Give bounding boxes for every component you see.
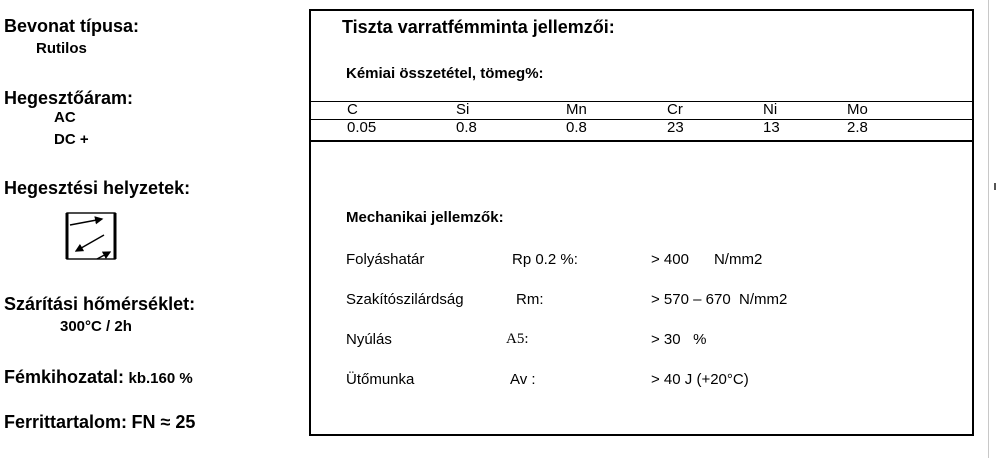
welding-positions-icon [62,207,122,267]
mech-value-elongation: > 30 % [651,331,707,348]
current-dc-plus: DC + [54,131,89,148]
mech-symbol-elongation: A5: [506,331,529,347]
chem-header-mo: Mo [847,101,868,118]
mech-name-yield: Folyáshatár [346,251,425,268]
chem-header-si: Si [456,101,470,118]
chem-header-cr: Cr [667,101,683,118]
weld-metal-properties-panel [309,9,974,436]
mech-symbol-impact: Av : [510,371,536,388]
chem-header-row [311,101,972,119]
resize-handle[interactable] [994,183,996,190]
welding-positions-label: Hegesztési helyzetek: [4,178,191,198]
chem-header-c: C [347,101,358,118]
chem-value-mo: 2.8 [847,119,868,136]
metal-recovery-label: Fémkihozatal: [4,367,125,387]
coating-type-value: Rutilos [36,40,87,57]
mech-value-yield: > 400 N/mm2 [651,251,763,268]
mech-symbol-yield: Rp 0.2 %: [512,251,578,268]
chem-header-ni: Ni [763,101,778,118]
ferrite-content-value: FN ≈ 25 [131,412,196,432]
mech-value-impact: > 40 J (+20°C) [651,371,749,388]
chem-value-c: 0.05 [347,119,377,136]
chem-table-bottom-rule [311,140,972,142]
ferrite-content [4,412,195,433]
ferrite-content-label: Ferrittartalom: [4,412,128,432]
coating-type-label: Bevonat típusa: [4,16,140,36]
metal-recovery-value: kb.160 % [128,370,193,387]
metal-recovery [4,367,193,388]
panel-title: Tiszta varratfémminta jellemzői: [342,17,615,37]
chem-value-mn: 0.8 [566,119,587,136]
mech-name-impact: Ütőmunka [346,371,415,388]
window-edge-divider [988,0,989,458]
mech-name-tensile: Szakítószilárdság [346,291,464,308]
current-ac: AC [54,109,76,126]
chem-value-si: 0.8 [456,119,477,136]
drying-temperature-value: 300°C / 2h [60,318,132,335]
mech-value-tensile: > 570 – 670 N/mm2 [651,291,788,308]
welding-current-label: Hegesztőáram: [4,88,134,108]
chemical-composition-label: Kémiai összetétel, tömeg%: [346,65,544,82]
chem-value-row [311,119,972,137]
mech-name-elongation: Nyúlás [346,331,392,348]
mech-symbol-tensile: Rm: [516,291,544,308]
chem-value-ni: 13 [763,119,780,136]
chem-header-mn: Mn [566,101,587,118]
mechanical-properties-label: Mechanikai jellemzők: [346,209,504,226]
drying-temperature-label: Szárítási hőmérséklet: [4,294,196,314]
chem-value-cr: 23 [667,119,684,136]
